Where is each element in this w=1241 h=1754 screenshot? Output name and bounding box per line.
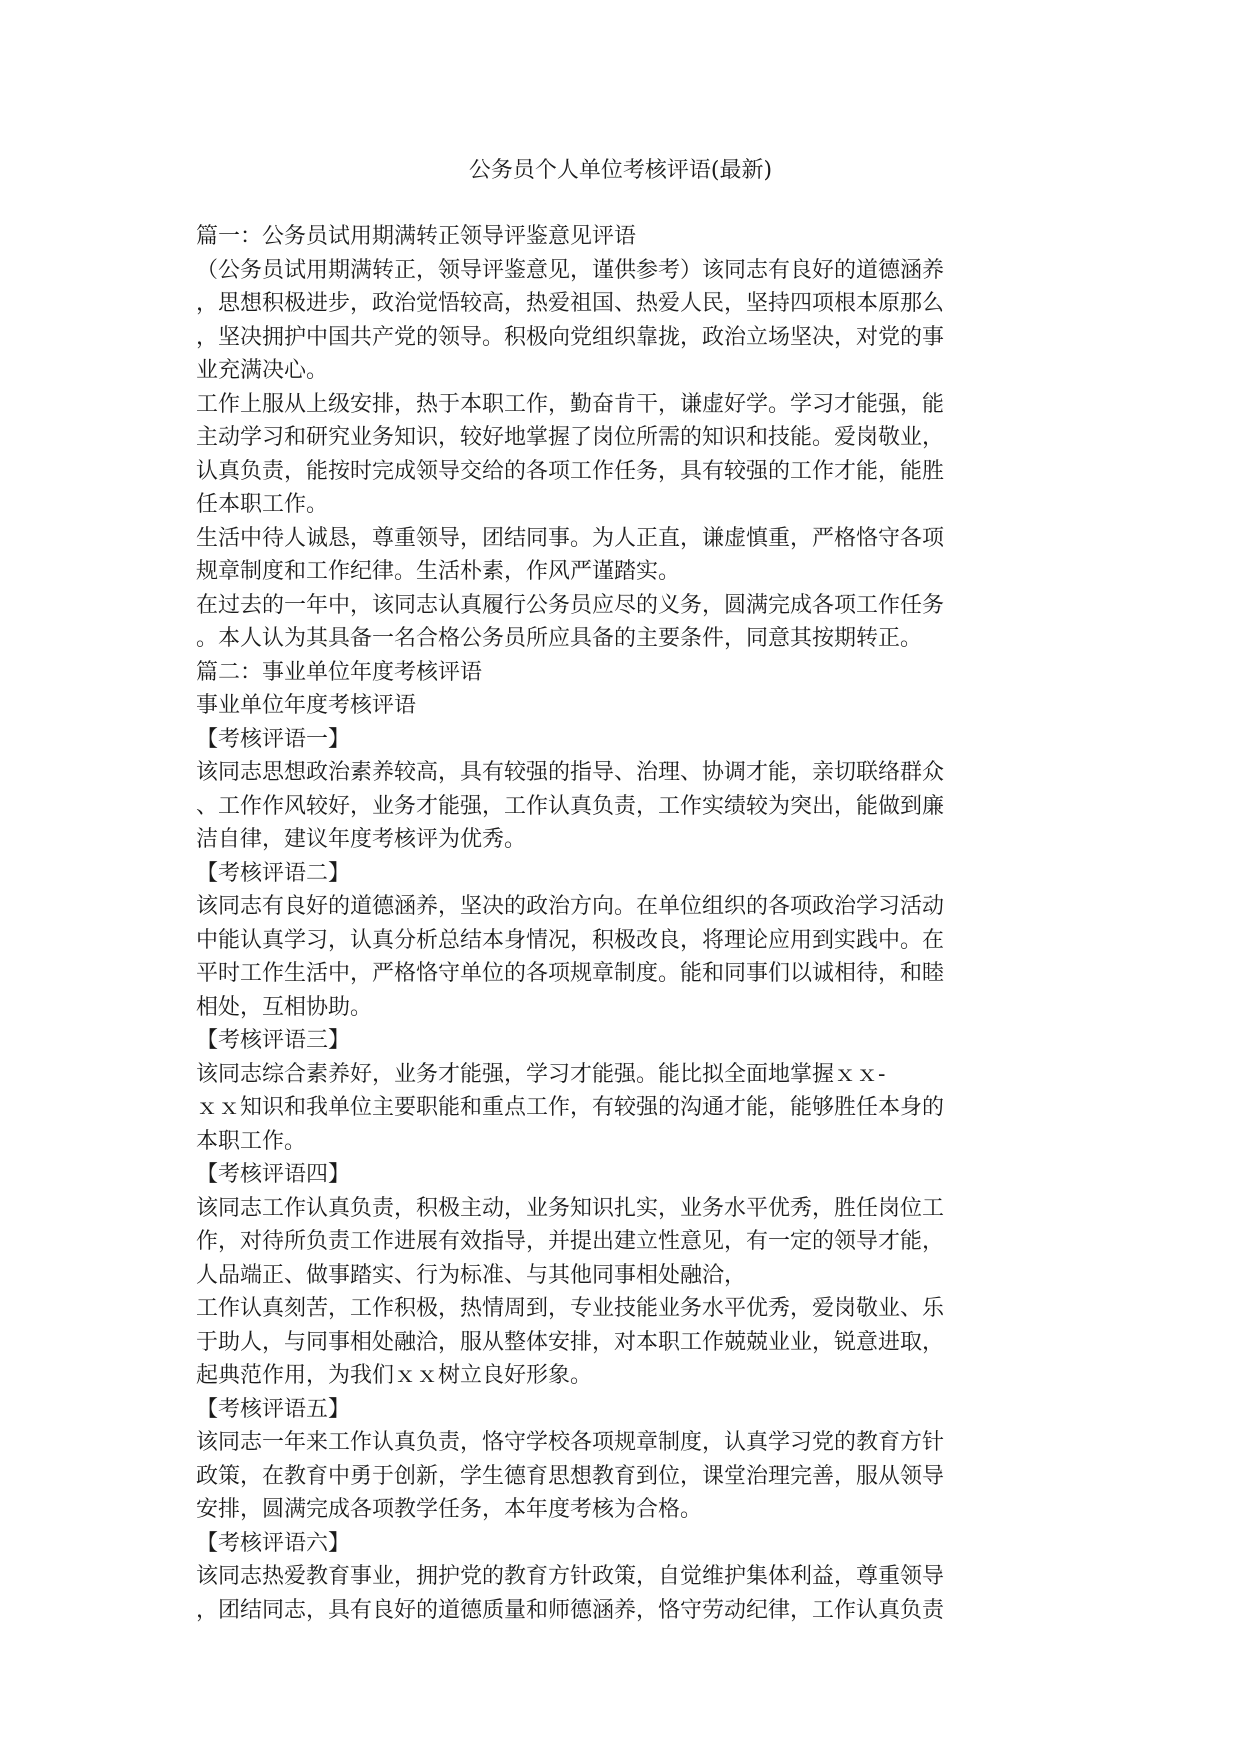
section-heading: 篇二：事业单位年度考核评语 [196, 659, 483, 685]
text-line: 、工作作风较好，业务才能强，工作认真负责，工作实绩较为突出，能做到廉 [196, 793, 945, 819]
text-line: 起典范作用，为我们ｘｘ树立良好形象。 [196, 1363, 593, 1388]
text-line: 该同志综合素养好，业务才能强，学习才能强。能比拟全面地掌握ｘｘ- [196, 1061, 886, 1087]
text-line: ，团结同志，具有良好的道德质量和师德涵养，恪守劳动纪律，工作认真负责 [196, 1597, 945, 1623]
document-title: 公务员个人单位考核评语(最新) [468, 158, 773, 183]
subsection-heading: 【考核评语五】 [196, 1396, 351, 1422]
text-line: 该同志热爱教育事业，拥护党的教育方针政策，自觉维护集体利益，尊重领导 [196, 1564, 945, 1589]
text-line: 该同志工作认真负责，积极主动，业务知识扎实，业务水平优秀，胜任岗位工 [196, 1195, 945, 1221]
subsection-heading: 【考核评语六】 [196, 1530, 351, 1556]
text-line: 工作上服从上级安排，热于本职工作，勤奋肯干，谦虚好学。学习才能强，能 [196, 391, 945, 417]
text-line: 。本人认为其具备一名合格公务员所应具备的主要条件，同意其按期转正。 [196, 626, 923, 651]
text-line: 生活中待人诚恳，尊重领导，团结同事。为人正直，谦虚慎重，严格恪守各项 [196, 525, 945, 551]
text-line: 任本职工作。 [196, 492, 329, 517]
text-line: （公务员试用期满转正，领导评鉴意见，谨供参考）该同志有良好的道德涵养 [196, 257, 945, 283]
text-line: ，思想积极进步，政治觉悟较高，热爱祖国、热爱人民，坚持四项根本原那么 [196, 291, 945, 316]
text-line: 事业单位年度考核评语 [196, 693, 417, 718]
text-line: 作，对待所负责工作进展有效指导，并提出建立性意见，有一定的领导才能， [196, 1229, 945, 1254]
text-line: 规章制度和工作纪律。生活朴素，作风严谨踏实。 [196, 559, 681, 584]
text-line: 洁自律，建议年度考核评为优秀。 [196, 827, 527, 852]
subsection-heading: 【考核评语一】 [196, 726, 351, 752]
text-line: 在过去的一年中，该同志认真履行公务员应尽的义务，圆满完成各项工作任务 [196, 592, 945, 618]
subsection-heading: 【考核评语二】 [196, 860, 351, 886]
text-line: 本职工作。 [196, 1128, 307, 1154]
text-line: 篇一：公务员试用期满转正领导评鉴意见评语 [196, 224, 637, 249]
text-line: ，坚决拥护中国共产党的领导。积极向党组织靠拢，政治立场坚决，对党的事 [196, 324, 945, 350]
text-line: 该同志一年来工作认真负责，恪守学校各项规章制度，认真学习党的教育方针 [196, 1430, 945, 1455]
text-line: 认真负责，能按时完成领导交给的各项工作任务，具有较强的工作才能，能胜 [196, 458, 945, 484]
text-line: 该同志思想政治素养较高，具有较强的指导、治理、协调才能，亲切联络群众 [196, 760, 945, 785]
text-line: 人品端正、做事踏实、行为标准、与其他同事相处融洽， [196, 1262, 747, 1288]
text-line: 平时工作生活中，严格恪守单位的各项规章制度。能和同事们以诚相待，和睦 [196, 961, 945, 986]
text-line: 政策，在教育中勇于创新，学生德育思想教育到位，课堂治理完善，服从领导 [196, 1463, 945, 1489]
text-line: 于助人，与同事相处融洽，服从整体安排，对本职工作兢兢业业，锐意进取， [196, 1329, 945, 1355]
text-line: 中能认真学习，认真分析总结本身情况，积极改良，将理论应用到实践中。在 [196, 927, 945, 953]
text-line: 该同志有良好的道德涵养，坚决的政治方向。在单位组织的各项政治学习活动 [196, 894, 945, 919]
text-line: 相处，互相协助。 [196, 994, 373, 1020]
document-body [196, 220, 1056, 1627]
text-line: 工作认真刻苦，工作积极，热情周到，专业技能业务水平优秀，爱岗敬业、乐 [196, 1296, 945, 1321]
text-line: ｘｘ知识和我单位主要职能和重点工作，有较强的沟通才能，能够胜任本身的 [196, 1095, 945, 1120]
text-line: 主动学习和研究业务知识，较好地掌握了岗位所需的知识和技能。爱岗敬业， [196, 425, 945, 450]
subsection-heading: 【考核评语三】 [196, 1028, 351, 1053]
text-line: 业充满决心。 [196, 358, 329, 383]
subsection-heading: 【考核评语四】 [196, 1162, 351, 1187]
text-line: 安排，圆满完成各项教学任务，本年度考核为合格。 [196, 1497, 703, 1522]
